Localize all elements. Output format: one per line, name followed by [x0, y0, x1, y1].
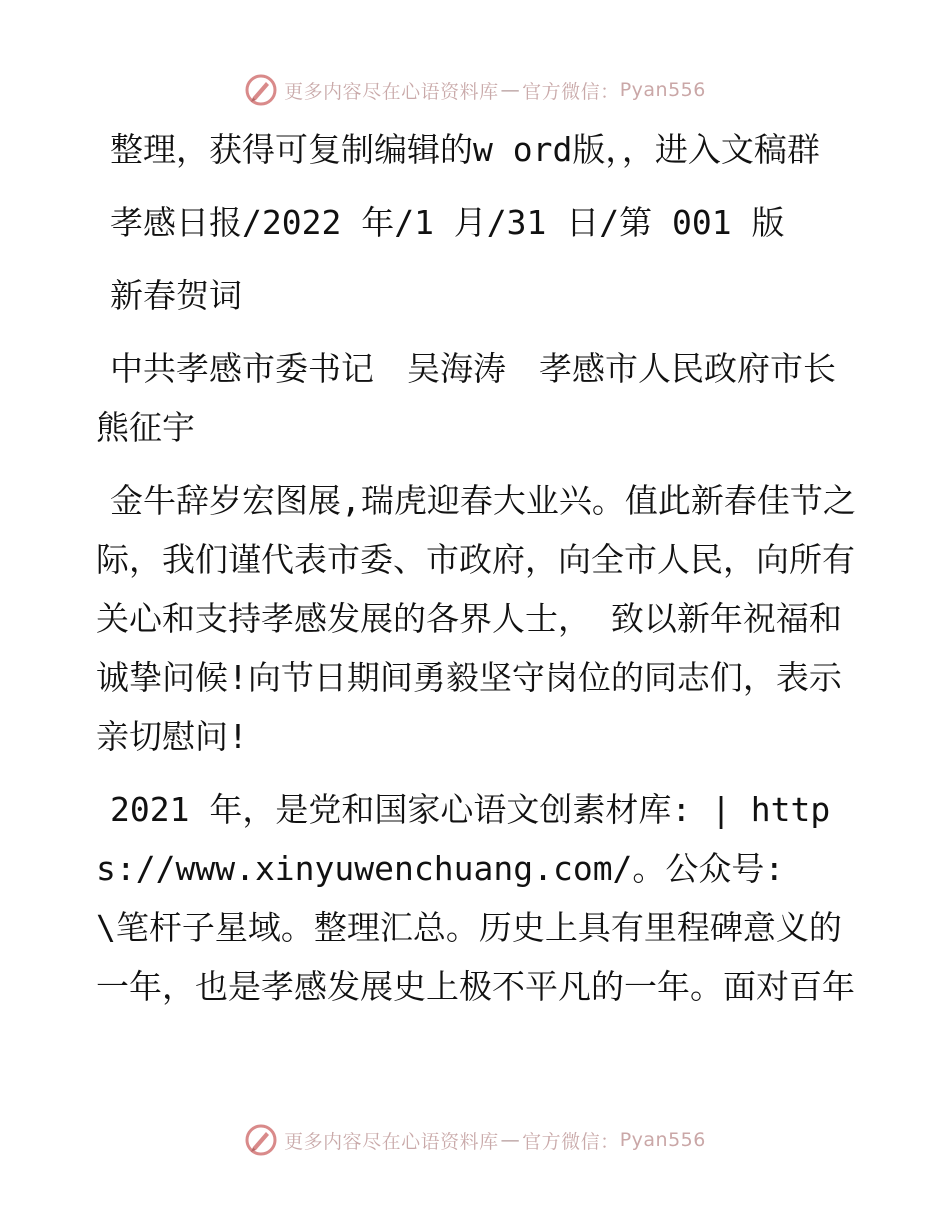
- pen-logo-icon: [244, 1123, 278, 1157]
- watermark-official: 官方微信：: [522, 1130, 620, 1153]
- watermark-handle: Pyan556: [619, 79, 706, 101]
- paragraph-greeting: 金牛辞岁宏图展,瑞虎迎春大业兴。值此新春佳节之际，我们谨代表市委、市政府，向全市人民，向所有关心和支持孝感发展的各界人士， 致以新年祝福和诚挚问候!向节日期间勇毅坚守岗位的同志们，表示亲切慰问!: [96, 481, 856, 756]
- watermark-text: 更多内容尽在心语资料库: [284, 1130, 499, 1153]
- paragraph-authors: 中共孝感市委书记 吴海涛 孝感市人民政府市长 熊征宇: [96, 349, 869, 447]
- paragraph-review: 2021 年，是党和国家心语文创素材库: | https://www.xinyuwenchuang.com/。公众号: \笔杆子星域。整理汇总。历史上具有里程碑意义的一年，也是孝感发展史上极不平凡的一年。面对百年: [96, 790, 855, 1006]
- paragraph-title: 新春贺词: [110, 276, 242, 315]
- watermark-header: [0, 70, 950, 110]
- watermark-dash: —: [500, 1129, 521, 1151]
- pen-logo-icon: [244, 73, 278, 107]
- watermark-dash: —: [500, 79, 521, 101]
- watermark-handle: Pyan556: [619, 1129, 706, 1151]
- watermark-text: 更多内容尽在心语资料库: [284, 80, 499, 103]
- document-body: [96, 120, 869, 1030]
- paragraph-intro: 整理，获得可复制编辑的w ord版，，进入文稿群: [110, 130, 820, 169]
- watermark-footer: [0, 1120, 950, 1160]
- paragraph-source: 孝感日报/2022 年/1 月/31 日/第 001 版: [110, 203, 785, 242]
- watermark-official: 官方微信：: [522, 80, 620, 103]
